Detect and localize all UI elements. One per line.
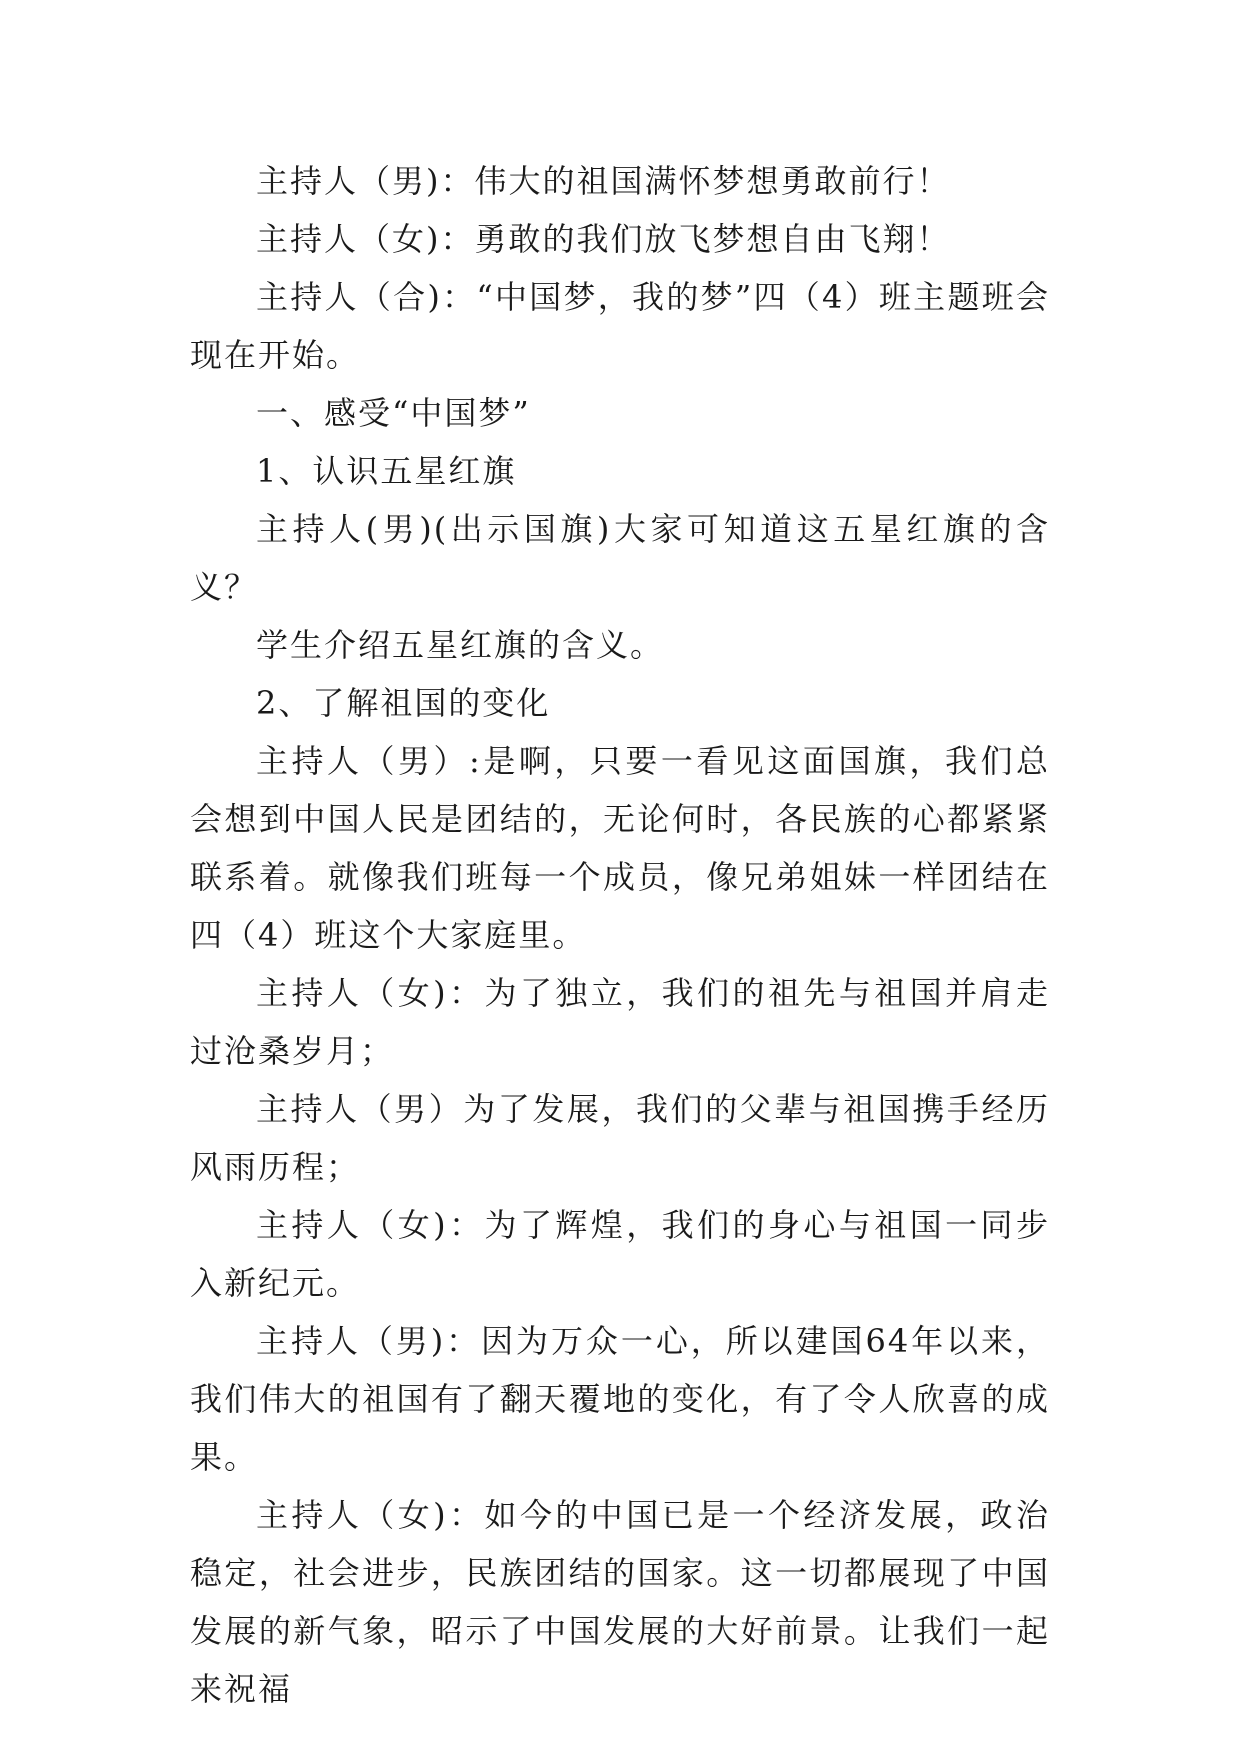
document-body — [190, 152, 1050, 1718]
paragraph-host-together: 主持人（合)：“中国梦，我的梦”四（4）班主题班会现在开始。 — [190, 278, 1050, 374]
paragraph-host-female-3: 主持人（女)：为了辉煌，我们的身心与祖国一同步入新纪元。 — [190, 1206, 1050, 1302]
paragraph-host-male-1: 主持人（男)：伟大的祖国满怀梦想勇敢前行！ — [256, 162, 951, 200]
paragraph-host-male-3: 主持人（男）为了发展，我们的父辈与祖国携手经历风雨历程； — [190, 1090, 1050, 1186]
subsection-heading-2: 2、了解祖国的变化 — [256, 684, 551, 722]
subsection-heading-1: 1、认识五星红旗 — [256, 452, 517, 490]
paragraph-host-female-1: 主持人（女)：勇敢的我们放飞梦想自由飞翔！ — [256, 220, 951, 258]
paragraph-flag-question: 主持人(男)(出示国旗)大家可知道这五星红旗的含义？ — [190, 510, 1050, 606]
paragraph-student-intro: 学生介绍五星红旗的含义。 — [256, 626, 665, 664]
paragraph-host-male-2: 主持人（男）:是啊，只要一看见这面国旗，我们总会想到中国人民是团结的，无论何时，各民族的心都紧紧联系着。就像我们班每一个成员，像兄弟姐妹一样团结在四（4）班这个大家庭里。 — [190, 742, 1050, 954]
section-heading-1: 一、感受“中国梦” — [256, 394, 531, 432]
paragraph-host-female-4: 主持人（女)：如今的中国已是一个经济发展，政治稳定，社会进步，民族团结的国家。这一切都展现了中国发展的新气象，昭示了中国发展的大好前景。让我们一起来祝福 — [190, 1496, 1050, 1708]
paragraph-host-male-4: 主持人（男)：因为万众一心，所以建国64年以来，我们伟大的祖国有了翻天覆地的变化，有了令人欣喜的成果。 — [190, 1322, 1050, 1476]
paragraph-host-female-2: 主持人（女)：为了独立，我们的祖先与祖国并肩走过沧桑岁月； — [190, 974, 1050, 1070]
